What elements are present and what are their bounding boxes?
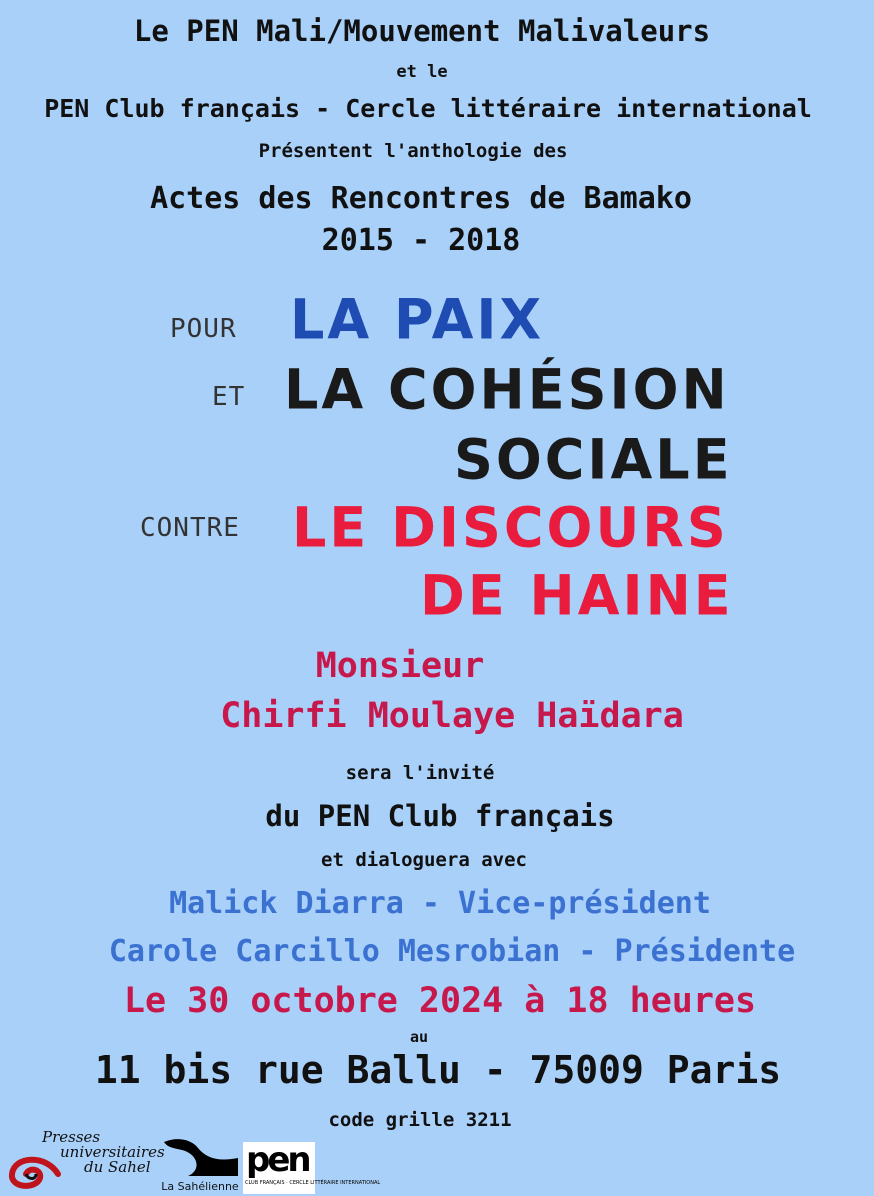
headline-row-cohesion bbox=[0, 358, 844, 428]
guest-role-line: sera l'invité bbox=[345, 762, 495, 784]
headline-row-sociale bbox=[0, 428, 844, 498]
presses-line-2: universitaires bbox=[60, 1143, 165, 1161]
headline-contre: CONTRE bbox=[140, 513, 240, 543]
anthology-title: Actes des Rencontres de Bamako bbox=[150, 181, 692, 216]
co-organizer-line: PEN Club français - Cercle littéraire international bbox=[44, 94, 812, 123]
event-au: au bbox=[409, 1028, 429, 1046]
anthology-years: 2015 - 2018 bbox=[321, 223, 521, 258]
headline-pour: POUR bbox=[170, 314, 237, 344]
conjunction-line: et le bbox=[396, 62, 448, 82]
swirl-icon bbox=[6, 1144, 66, 1194]
event-address: 11 bis rue Ballu - 75009 Paris bbox=[94, 1048, 782, 1092]
guest-title: Monsieur bbox=[315, 646, 485, 686]
la-sahelienne-label: La Sahélienne bbox=[161, 1180, 239, 1193]
la-sahelienne-logo bbox=[158, 1136, 242, 1194]
wave-icon bbox=[158, 1136, 242, 1180]
speaker-1: Malick Diarra - Vice-président bbox=[169, 886, 711, 921]
pen-subtitle: CLUB FRANÇAIS · CERCLE LITTÉRAIRE INTERNATIONAL bbox=[245, 1180, 381, 1186]
event-code: code grille 3211 bbox=[328, 1109, 512, 1131]
speaker-2: Carole Carcillo Mesrobian - Présidente bbox=[108, 934, 796, 969]
headline-sociale: SOCIALE bbox=[454, 427, 733, 492]
dialogue-line: et dialoguera avec bbox=[321, 849, 527, 871]
guest-name: Chirfi Moulaye Haïdara bbox=[220, 696, 684, 736]
headline-la-paix: LA PAIX bbox=[290, 287, 545, 352]
headline-la-cohesion: LA COHÉSION bbox=[284, 357, 730, 422]
headline-et: ET bbox=[212, 382, 246, 412]
organizer-line: Le PEN Mali/Mouvement Malivaleurs bbox=[133, 14, 711, 48]
presses-line-1: Presses bbox=[42, 1128, 101, 1146]
presses-line-3: du Sahel bbox=[84, 1158, 151, 1176]
headline-le-discours: LE DISCOURS bbox=[292, 495, 729, 560]
headline-de-haine: DE HAINE bbox=[420, 563, 734, 628]
headline-row-paix bbox=[0, 288, 844, 358]
event-date: Le 30 octobre 2024 à 18 heures bbox=[123, 981, 757, 1021]
presents-line: Présentent l'anthologie des bbox=[258, 140, 568, 162]
host-line: du PEN Club français bbox=[265, 799, 615, 833]
headline-row-discours bbox=[0, 496, 844, 566]
headline-row-haine bbox=[0, 564, 844, 634]
pen-wordmark: pen bbox=[246, 1140, 309, 1180]
presses-universitaires-logo bbox=[6, 1128, 165, 1194]
pen-club-logo bbox=[243, 1140, 381, 1194]
